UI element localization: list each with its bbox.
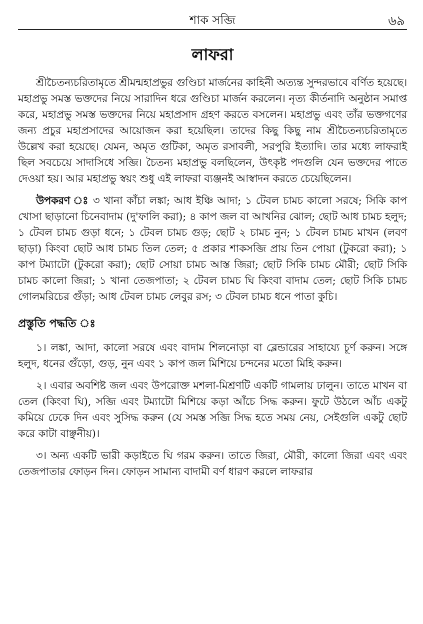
method-heading: প্রস্তুতি পদ্ধতি ঃ: [18, 317, 96, 330]
method-step-3: ৩। অন্য একটি ভারী কড়াইতে ঘি গরম করুন। তাতে জিরা, মৌরী, কালো জিরা এবং এবং তেজপাতার ফোড়ন দিন। ফোড়ন সামান্য বাদামী বর্ণ ধারণ করলে লাফরার: [18, 450, 407, 478]
method-step-1: ১। লঙ্কা, আদা, কালো সরষে এবং বাদাম শিলনোড়া বা ব্লেন্ডারের সাহায্যে চূর্ণ করুন। সঙ্গে হলুদ, ধনের গুঁড়ো, গুড়, নুন এবং ১ কাপ জল মিশিয়ে চন্দনের মতো মিহি করুন।: [18, 342, 407, 370]
recipe-title: লাফরা: [191, 45, 234, 64]
ingredients-text: ৩ খানা কাঁচা লঙ্কা; আধ ইঞ্চি আদা; ১ টেবল চামচ কালো সরষে; সিকি কাপ খোসা ছাড়ানো চিনেবাদাম (দু'ফালি করা); ৪ কাপ জল বা আখনির ঝোল; ছোট আধ চামচ হলুদ; ১ টেবল চামচ গুড়া ধনে; ১ টেবল চামচ গুড়; ছোট ২ চামচ নুন; ১ টেবল চামচ মাখন (লবণ ছাড়া) কিংবা ছোট আধ চামচ তিল তেল; ৫ প্রকার শাকসব্জি প্রায় তিন পোয়া (টুকরো করা); ১ কাপ টম্যাটো (টুকরো করা); ছোট সোয়া চামচ আস্ত জিরা; ছোট সিকি চামচ মৌরী; ছোট সিকি চামচ কালো জিরা; ১ খানা তেজপাতা; ২ টেবল চামচ ঘি কিংবা বাদাম তেল; ছোট সিকি চামচ গোলমরিচের গুঁড়া; আধ টেবল চামচ লেবুর রস; ৩ টেবল চামচ ধনে পাতা কুচি।: [18, 195, 407, 303]
ingredients-label: উপকরণ ঃ: [36, 195, 89, 207]
running-title: শাক সব্জি: [189, 13, 236, 27]
method-step-2: ২। এবার অবশিষ্ট জল এবং উপরোক্ত মশলা-মিশ্রণটি একটি গামলায় ঢালুন। তাতে মাখন বা তেল (কিংবা ঘি), সব্জি এবং টম্যাটো মিশিয়ে কড়া আঁচে সিদ্ধ করুন। ফুটে উঠলে আঁচ একটু কমিয়ে ঢেকে দিন এবং সুসিদ্ধ করুন (যে সমস্ত সব্জি সিদ্ধ হতে সময় নেয়, সেইগুলি একটু ছোট করে কাটা বাঞ্ছনীয়)।: [18, 380, 407, 440]
header-rule: [18, 29, 407, 30]
page-header: [18, 0, 407, 30]
page-number: ৬৯: [388, 14, 405, 29]
intro-paragraph: শ্রীচৈতন্যচরিতামৃতে শ্রীমন্মহাপ্রভুর গুণ্ডিচা মার্জনের কাহিনী অত্যন্ত সুন্দরভাবে বর্ণিত হয়েছে। মহাপ্রভু সমস্ত ভক্তদের নিয়ে সারাদিন ধরে গুণ্ডিচা মার্জন করলেন। নৃত্য কীর্তনাদি অনুষ্ঠান সমাপ্ত করে, মহাপ্রভু সমস্ত ভক্তদের নিয়ে মহাপ্রসাদ গ্রহণ করতে বসলেন। মহাপ্রভু এবং তাঁর ভক্তগণের জন্য প্রচুর মহাপ্রসাদের আয়োজন করা হয়েছিল। তাদের কিছু কিছু নাম শ্রীচৈতন্যচরিতামৃতে উল্লেখ করা হয়েছে। যেমন, অমৃত গুটিকা, অমৃত রসাবলী, সরপুরি ইত্যাদি। তার মধ্যে লাফরাই ছিল সবচেয়ে সাদাসিধে সব্জি। চৈতন্য মহাপ্রভু বলছিলেন, উৎকৃষ্ট পদগুলি যেন ভক্তদের পাতে দেওয়া হয়। আর মহাপ্রভু স্বয়ং শুধু এই লাফরা ব্যঞ্জনই আস্বাদন করতে চেয়েছিলেন।: [18, 77, 407, 185]
ingredients-paragraph: [18, 193, 407, 305]
